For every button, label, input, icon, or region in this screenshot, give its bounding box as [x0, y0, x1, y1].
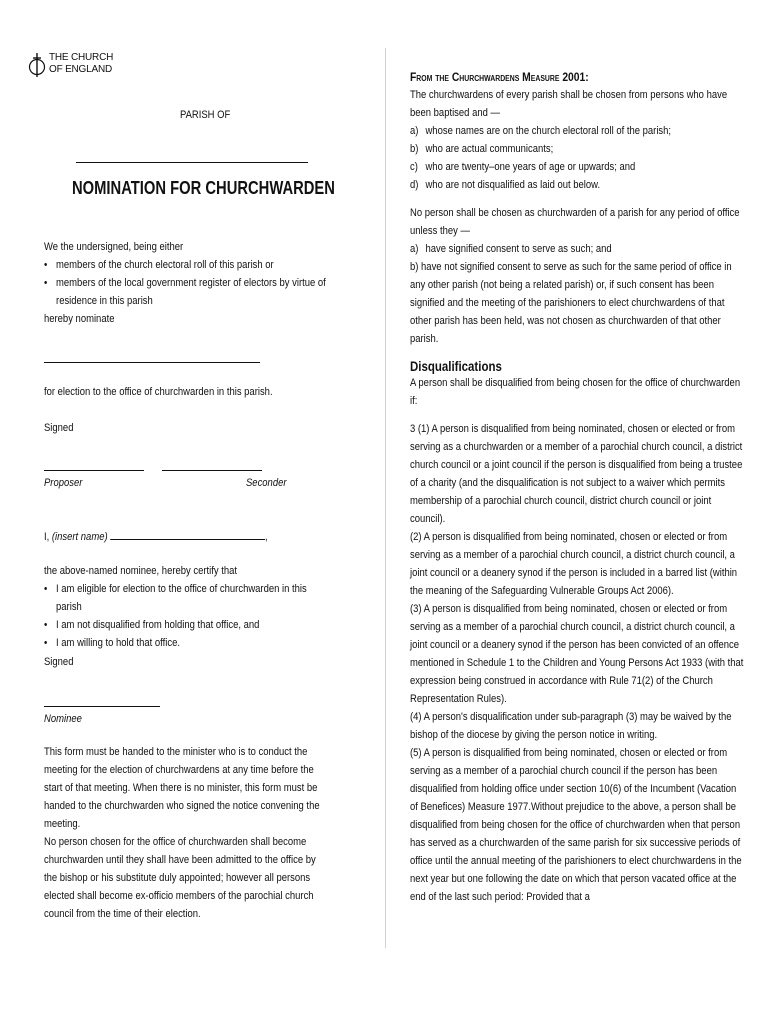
form-title: NOMINATION FOR CHURCHWARDEN [72, 178, 335, 198]
measure-p1: The churchwardens of every parish shall be chosen from persons who have been baptised and — [410, 89, 728, 119]
insert-comma: , [265, 531, 268, 543]
measure-heading: From the Churchwardens Measure 2001: [410, 70, 589, 84]
p1-item-a: a) whose names are on the church electoral roll of the parish; [410, 125, 672, 137]
disq-para-5: (5) A person is disqualified from being nominated, chosen or elected or from serving as a member of a parochial church council if the person has been disqualified from holding office under section 10(6) of the Incumbent (Vacation of Benefices) Measure 1977.Without prejudice to the above, a person shall be disqualified from being chosen for the office of churchwarden when that person has served as a churchwarden of the same parish for six successive periods of office until the annual meeting of the parishioners to elect churchwardens in the next year but one following the date on which that person vacated office at the end of the last such period: Provided that a [410, 747, 742, 903]
logo-line-2: OF ENGLAND [49, 64, 113, 75]
certify-block [44, 562, 328, 652]
instructions-text [44, 743, 328, 923]
church-of-england-logo [28, 52, 113, 78]
disq-intro: A person shall be disqualified from being chosen for the office of churchwarden if: [410, 377, 741, 407]
p2-item-a: a) have signified consent to serve as such; and [410, 243, 612, 255]
measure-p2: No person shall be chosen as churchwarden of a parish for any period of office unless they — [410, 207, 740, 237]
signed-label-2: Signed [44, 656, 74, 668]
certify-item-willing: • I am willing to hold that office. [44, 637, 180, 649]
disq-para-4: (4) A person's disqualification under sub-paragraph (3) may be waived by the bishop of the diocese by giving the person notice in writing. [410, 711, 732, 741]
proposer-signature-line[interactable] [44, 470, 144, 471]
disq-para-2: (2) A person is disqualified from being nominated, chosen or elected or from serving as a member of a parochial church council, a district church council, a joint council or a deanery synod if the person is included in a barred list (within the meaning of the Safeguarding Vulnerable Groups Act 2006). [410, 531, 738, 597]
for-election-text: for election to the office of churchwarden in this parish. [44, 386, 273, 398]
column-divider [385, 48, 386, 948]
parish-label: PARISH OF [180, 109, 231, 121]
intro-bullet-register: • members of the local government register of electors by virtue of residence in this parish [44, 277, 326, 307]
nominee-signature-line[interactable] [44, 706, 160, 707]
p2-item-b: b) have not signified consent to serve as such for the same period of office in any other parish (not being a related parish) or, if such consent has been signified and the meeting of the parishioners to elect churchwardens of that other parish has been held, was not chosen as churchwarden of that other parish. [410, 261, 732, 345]
nominee-label: Nominee [44, 713, 82, 725]
intro-hereby: hereby nominate [44, 313, 115, 325]
church-logo-icon [28, 52, 46, 78]
disq-para-3-1: 3 (1) A person is disqualified from being nominated, chosen or elected or from serving as a churchwarden or a member of a parochial church council, a district church council or a joint council if the person is disqualified from being a trustee of a charity (and the disqualification is not subject to a waiver which permits membership of a parochial church council, district church council or joint council). [410, 423, 743, 525]
proposer-label: Proposer [44, 477, 83, 489]
nominee-name-line[interactable] [44, 362, 260, 363]
certify-item-not-disqualified: • I am not disqualified from holding that office, and [44, 619, 260, 631]
certify-intro: the above-named nominee, hereby certify that [44, 565, 238, 577]
insert-name-label: (insert name) [51, 531, 108, 543]
intro-bullet-roll: • members of the church electoral roll of this parish or [44, 259, 274, 271]
handed-paragraph: This form must be handed to the minister who is to conduct the meeting for the election of churchwardens at any time before the start of that meeting. When there is no minister, this form must be handed to the churchwarden who signed the notice convening the meeting. [44, 746, 320, 830]
signed-label-1: Signed [44, 422, 74, 434]
insert-name-line[interactable] [110, 527, 265, 540]
i-prefix: I, [44, 531, 52, 543]
certify-item-eligible: • I am eligible for election to the office of churchwarden in this parish [44, 583, 307, 613]
insert-name-row [44, 527, 319, 546]
intro-text [44, 238, 328, 328]
seconder-label: Seconder [246, 477, 287, 489]
p1-item-d: d) who are not disqualified as laid out below. [410, 179, 601, 191]
p1-item-c: c) who are twenty–one years of age or upwards; and [410, 161, 636, 173]
intro-line: We the undersigned, being either [44, 241, 184, 253]
measure-column [410, 70, 746, 906]
p1-item-b: b) who are actual communicants; [410, 143, 554, 155]
seconder-signature-line[interactable] [162, 470, 262, 471]
disqualifications-heading: Disqualifications [410, 358, 502, 374]
no-person-paragraph: No person chosen for the office of churchwarden shall become churchwarden until they shall have been admitted to the office by the bishop or his substitute duly appointed; however all persons elected shall become ex-officio members of the parochial church council from the time of their election. [44, 836, 316, 920]
disq-para-3: (3) A person is disqualified from being nominated, chosen or elected or from serving as a member of a parochial church council, a district church council, a joint council or a deanery synod if the person has been convicted of an offence mentioned in Schedule 1 to the Children and Young Persons Act 1933 (with that expression being construed in accordance with Rule 71(2) of the Church Representation Rules). [410, 603, 744, 705]
logo-line-1: THE CHURCH [49, 52, 114, 63]
parish-name-line[interactable] [76, 162, 308, 163]
